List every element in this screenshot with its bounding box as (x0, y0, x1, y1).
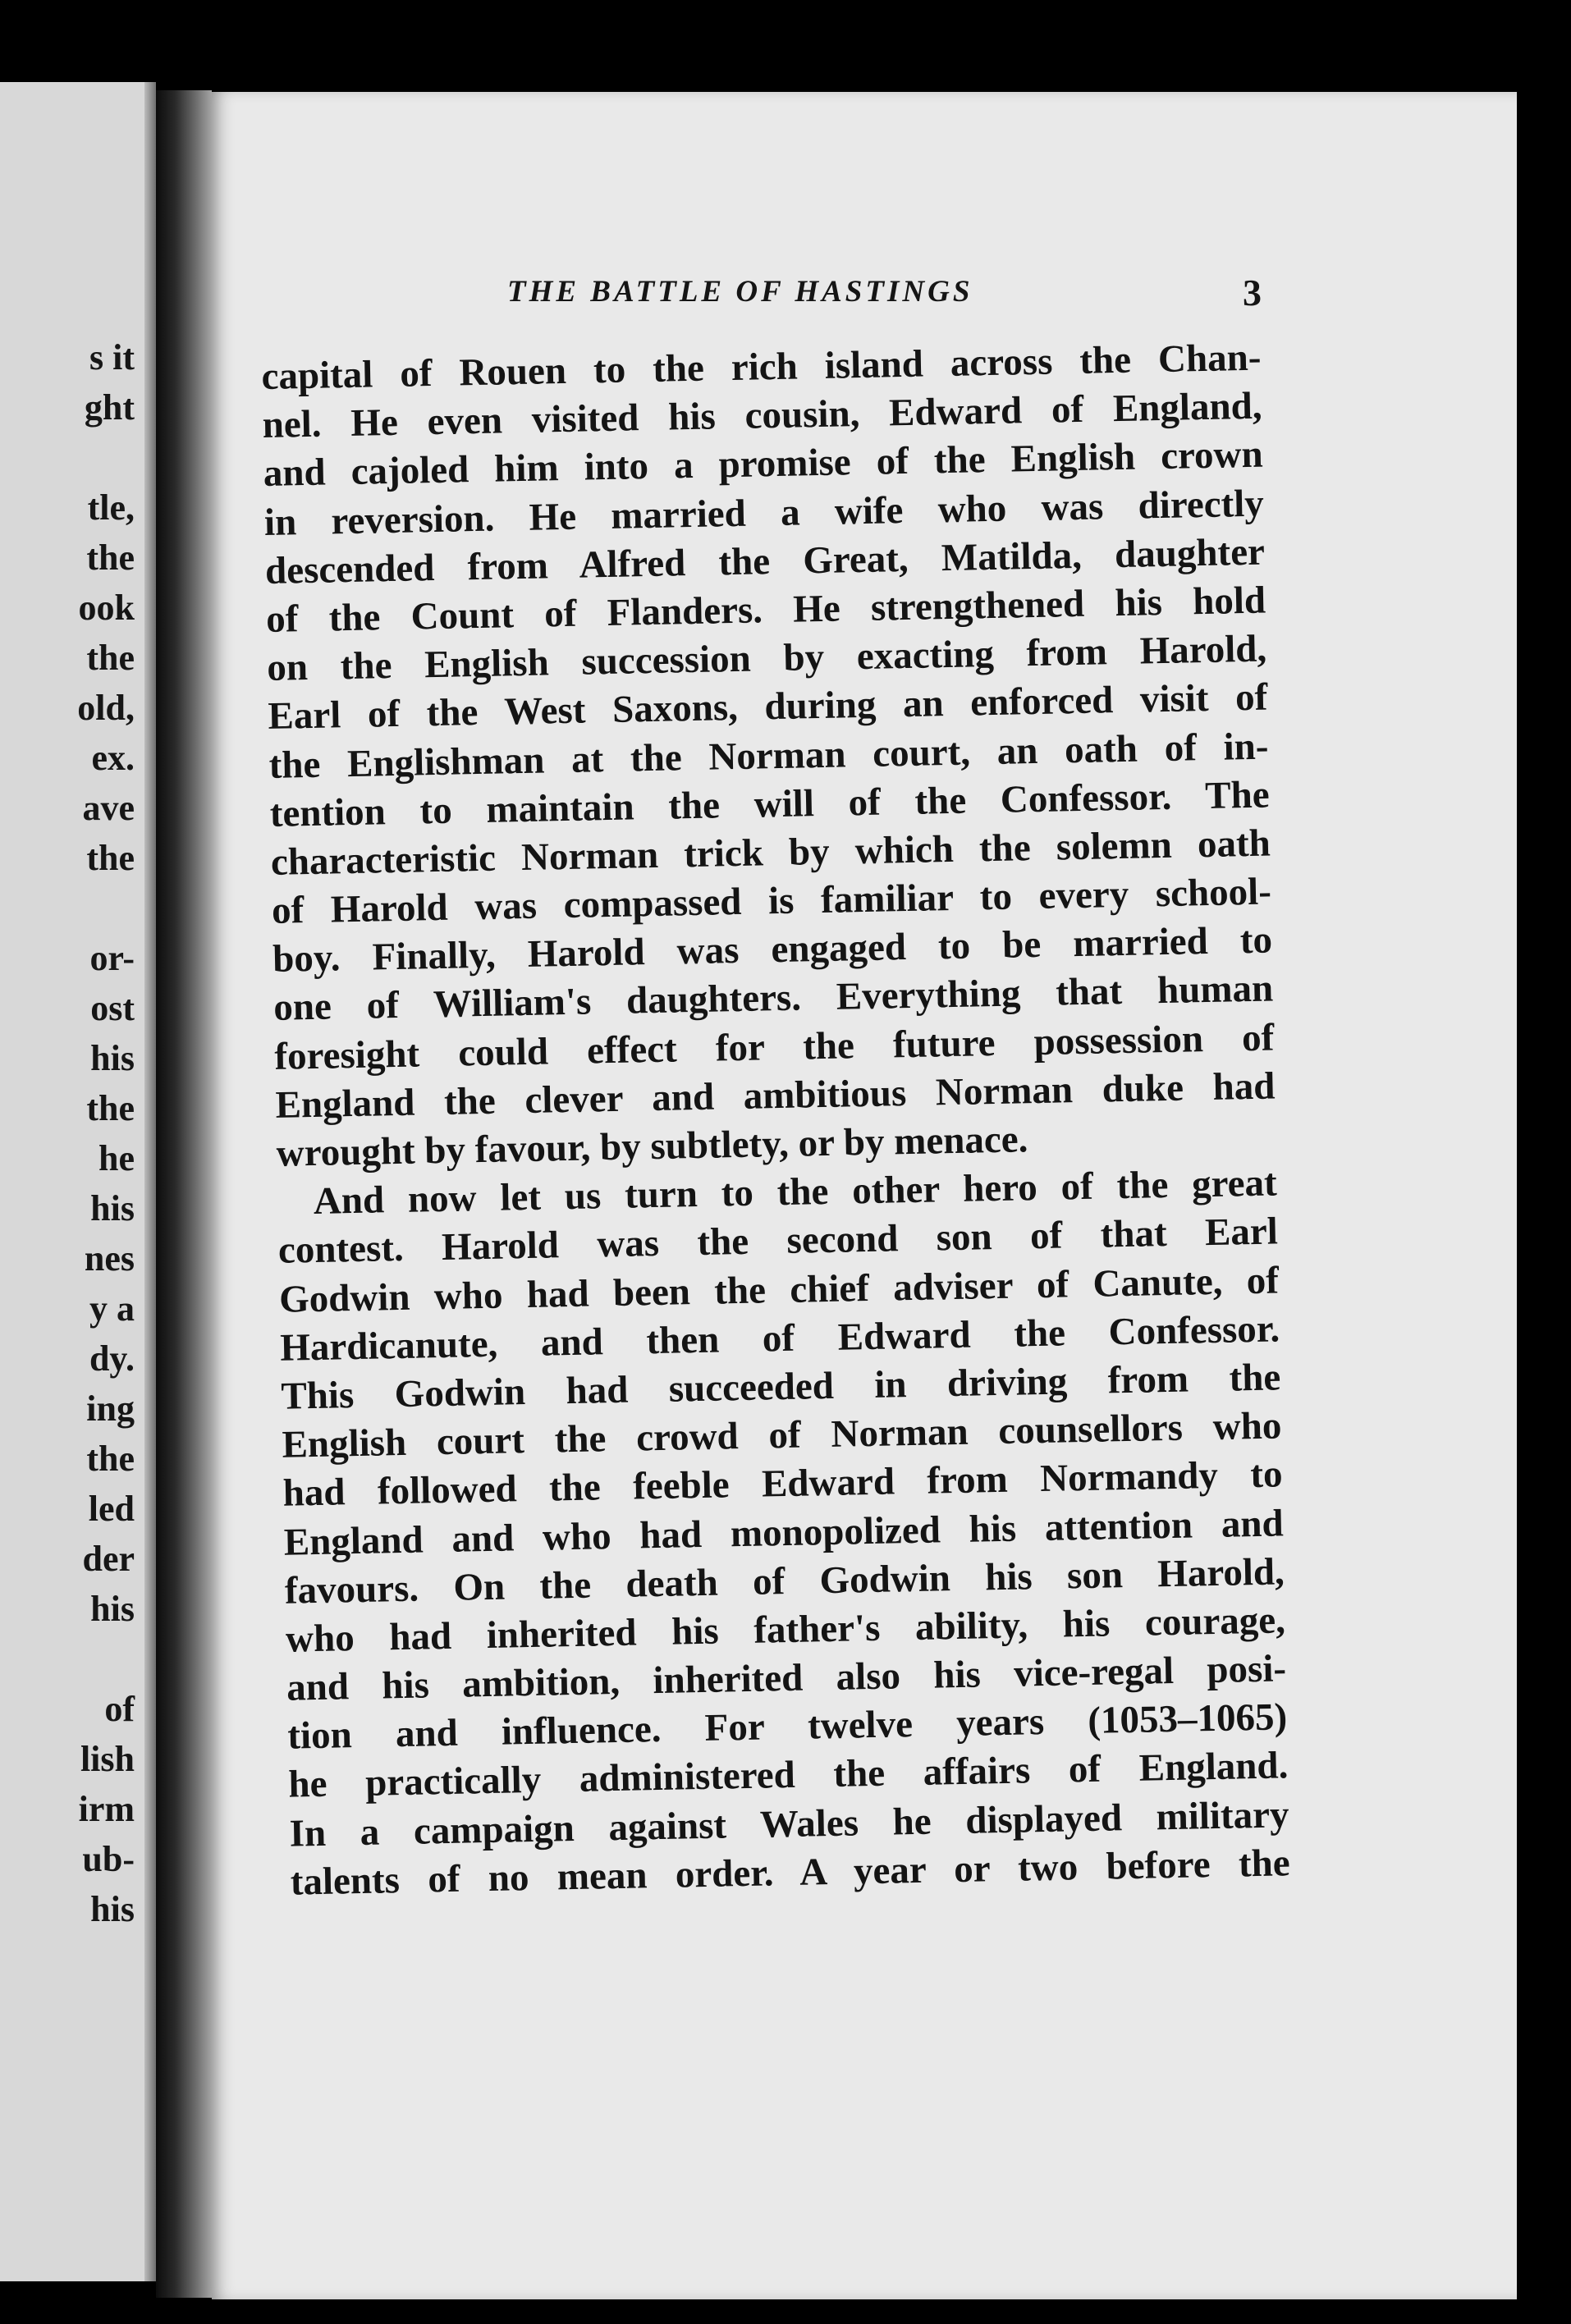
text-line: of the Count of Flanders. He strengthened his hold (265, 579, 1266, 641)
text-line: talents of no mean order. A year or two before the (290, 1841, 1291, 1904)
text-line: characteristic Norman trick by which the solemn oath (270, 821, 1271, 884)
body-text (261, 334, 1290, 1907)
facing-page-line: dy. (89, 1338, 135, 1379)
text-line: Godwin who had been the chief adviser of Canute, of (278, 1258, 1280, 1321)
text-line: contest. Harold was the second son of that Earl (277, 1210, 1279, 1273)
facing-page-line: y a (89, 1288, 135, 1329)
text-line: Hardicanute, and then of Edward the Confessor. (279, 1307, 1280, 1370)
facing-page-line: der (82, 1539, 135, 1579)
text-line: who had inherited his father's ability, his courage, (285, 1599, 1286, 1661)
text-line: In a campaign against Wales he displayed military (289, 1792, 1289, 1855)
facing-page-line: or- (89, 938, 135, 978)
facing-page-line: nes (84, 1238, 135, 1279)
facing-page-line: he (98, 1138, 135, 1178)
facing-page-line: his (90, 1889, 135, 1929)
text-line: England and who had monopolized his attention and (283, 1501, 1285, 1564)
text-line: and his ambition, inherited also his vice-regal posi- (286, 1647, 1287, 1709)
text-line: of Harold was compassed is familiar to every school- (271, 870, 1272, 932)
text-line: England the clever and ambitious Norman duke had (275, 1064, 1276, 1127)
text-line: This Godwin had succeeded in driving from the (280, 1356, 1281, 1418)
text-line: had followed the feeble Edward from Normandy to (282, 1452, 1283, 1516)
facing-page-line: the (86, 638, 135, 678)
book-spine-shadow (156, 90, 212, 2298)
facing-page-line: ex. (91, 738, 135, 778)
text-line: capital of Rouen to the rich island across the Chan- (261, 336, 1262, 398)
text-line: on the English succession by exacting from Harold, (266, 627, 1267, 690)
text-line: in reversion. He married a wife who was directly (263, 482, 1265, 544)
facing-page-line (77, 1634, 135, 1684)
text-line: boy. Finally, Harold was engaged to be married to (272, 918, 1273, 981)
facing-page-line: ing (86, 1388, 135, 1429)
facing-page-line: his (90, 1589, 135, 1629)
text-line: he practically administered the affairs of England. (288, 1744, 1289, 1807)
text-line: nel. He even visited his cousin, Edward of England, (262, 384, 1262, 447)
facing-page-line: ost (90, 988, 135, 1028)
text-line: one of William's daughters. Everything that human (273, 967, 1274, 1030)
book-page (212, 92, 1517, 2299)
text-line: tention to maintain the will of the Confessor. The (269, 773, 1271, 835)
facing-page-line: irm (78, 1789, 135, 1829)
facing-page-line: ave (82, 788, 135, 828)
facing-page-line: ght (84, 387, 135, 428)
page-number: 3 (1243, 272, 1262, 313)
text-line: descended from Alfred the Great, Matilda, daughter (264, 530, 1266, 592)
facing-page-line: tle, (87, 487, 135, 528)
facing-page (0, 82, 156, 2281)
facing-page-line: the (86, 838, 135, 878)
facing-page-text (77, 332, 135, 1934)
facing-page-line: the (86, 1088, 135, 1128)
paragraph-end-line: wrought by favour, by subtlety, or by menace. (276, 1118, 1028, 1175)
facing-page-line: ook (78, 588, 135, 628)
facing-page-line: old, (77, 688, 135, 728)
text-line: tion and influence. For twelve years (1053–1065) (286, 1695, 1288, 1758)
facing-page-line (77, 883, 135, 933)
facing-page-line (77, 432, 135, 483)
text-line: and cajoled him into a promise of the English crown (263, 432, 1264, 496)
facing-page-line: his (90, 1188, 135, 1228)
facing-page-line: the (86, 538, 135, 578)
running-head (212, 274, 1517, 323)
paragraph-start-line: And now let us turn to the other hero of the great (313, 1161, 1278, 1224)
facing-page-line: ub- (82, 1839, 135, 1879)
text-line: favours. On the death of Godwin his son Harold, (284, 1550, 1285, 1613)
text-line: Earl of the West Saxons, during an enforced visit of (268, 675, 1268, 739)
facing-page-line: the (86, 1439, 135, 1479)
facing-page-line: lish (80, 1739, 135, 1779)
text-line: foresight could effect for the future possession of (273, 1016, 1275, 1078)
facing-page-line: s it (89, 337, 135, 377)
running-title: THE BATTLE OF HASTINGS (507, 275, 973, 309)
facing-page-line: his (90, 1038, 135, 1078)
facing-page-line: led (88, 1489, 135, 1529)
text-line: English court the crowd of Norman counsellors who (282, 1404, 1282, 1466)
text-line: the Englishman at the Norman court, an oath of in- (268, 725, 1269, 787)
facing-page-line: of (104, 1689, 135, 1729)
facing-page-gutter (144, 82, 156, 2281)
